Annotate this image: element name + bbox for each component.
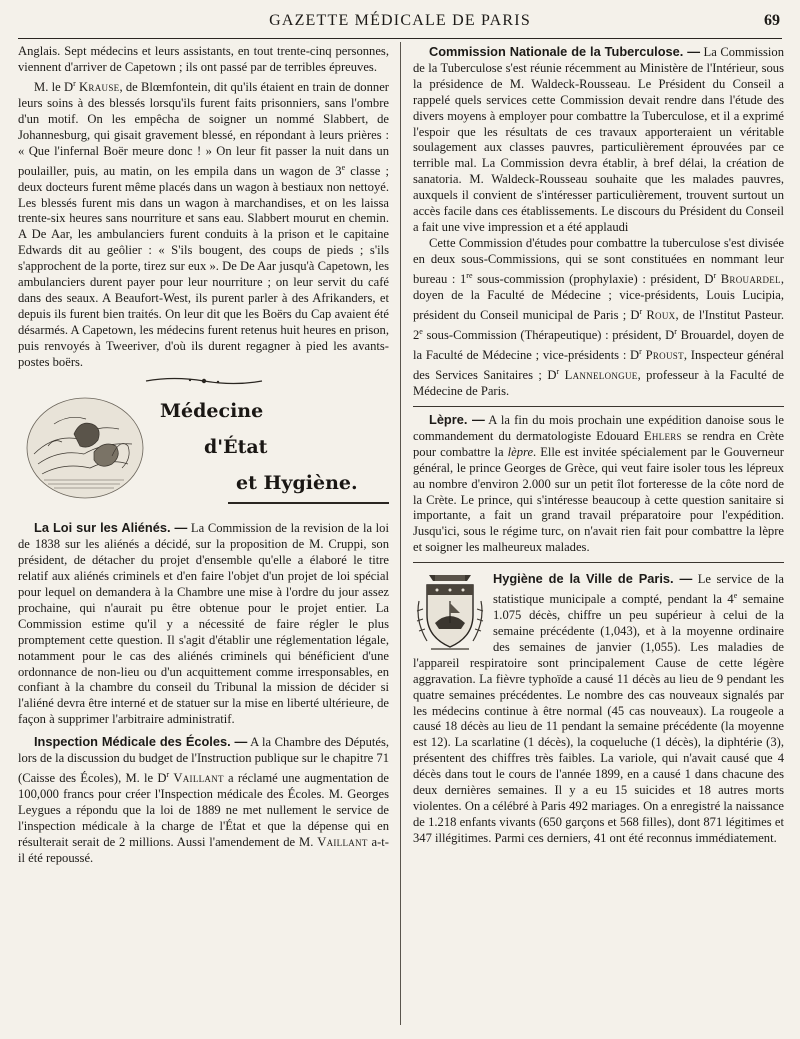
name-lannelongue: Lannelongue xyxy=(564,368,638,383)
column-rule xyxy=(400,42,401,1025)
heading-alienes: La Loi sur les Aliénés. — xyxy=(34,520,188,536)
banner-line-3: et Hygiène. xyxy=(236,472,358,495)
section-separator-2 xyxy=(413,562,784,563)
right-column xyxy=(413,44,784,1027)
heading-ecoles: Inspection Médicale des Écoles. — xyxy=(34,734,248,750)
article-krause-intro: Anglais. Sept médecins et leurs assistants, en tout trente-cinq personnes, viennent d'arriver de Capetown ; ils ont passé par de terribles épreuves. xyxy=(18,44,389,74)
name-krause: Krause xyxy=(79,80,120,94)
paris-crest xyxy=(413,571,487,655)
name-roux: Roux xyxy=(646,307,676,322)
left-column xyxy=(18,44,389,1027)
page-header xyxy=(18,8,782,39)
article-tuberculose: Commission Nationale de la Tuberculose. — La Commission de la Tuberculose s'est réunie récemment au Ministère de l'Intérieur, sous la présidence de M. Waldeck-Rousseau. Le Président du Conseil a rappelé quels services cette Commission devait rendre dans l'étude des divers moyens à employer pour combattre la Tuberculose, et il a exprimé l'espoir que les résultats de ces travaux apporteraient un véritable soulagement aux classes pauvres, particulièrement éprouvées par ce terrible mal. La Commission devra établir, à bref délai, la création de sanatoria. M. Waldeck-Rousseau souhaite que les malades pauvres, auxquels il convient de s'intéresser particulièrement, trouvent surtout un accès facile dans ces établissements. Le discours du Président du Conseil a fait une vive impression et a été applaudi xyxy=(413,44,784,234)
engraving-illustration xyxy=(24,394,146,502)
name-vaillant: Vaillant xyxy=(173,771,224,786)
name-proust: Proust xyxy=(645,348,684,363)
section-banner xyxy=(18,392,389,512)
ornament-divider xyxy=(18,375,389,391)
article-krause-body: M. le $D^r$ Krause, de Blœmfontein, dit qu'ils étaient en train de donner leurs soins à des blessés lorsqu'ils furent faits prisonniers, sans l'ombre d'un motif. On les empêcha de soigner un nommé Slabbert, de Johannesburg, qui gisait gravement blessé, en répondant à leurs prières : « Que l'infernal Boër meure donc ! » On leur fit passer la nuit dans un poulailler, puis, au matin, on les empila dans un wagon de 3e classe ; deux docteurs furent même placés dans un wagon à bestiaux non nettoyé. Les blessés furent mis dans un wagon à marchandises, et on les laissa trente-six heures sans nourriture et sans eau. Slabbert mourut en chemin. A De Aar, les ambulanciers furent conduits à la prison et le capitaine Edwards dit au geôlier : « S'ils bougent, des coups de pieds ; s'ils s'approchent de la porte, tirez sur eux ». De De Aar jusqu'à Capetown, les ambulanciers durent payer pour leur nourriture ; on leur servit du café dans des seaux. A Beaufort-West, ils purent parler à des Afrikanders, et depuis ils furent bien traités. On leur dit que les Boërs du Cap avaient été désarmés. A Capetown, les médecins furent retenus huit heures en prison, puis renvoyés à Tweeriver, d'où ils durent regagner à pied les avants-postes boërs. xyxy=(18,78,389,369)
name-vaillant-2: Vaillant xyxy=(317,834,368,849)
banner-underline xyxy=(228,502,389,504)
section-separator xyxy=(413,406,784,407)
page-number: 69 xyxy=(764,12,780,29)
article-lepre: Lèpre. — A la fin du mois prochain une expédition danoise sous le commandement du dermatologiste Edouard Ehlers se rendra en Crète pour combattre la lèpre. Elle est invitée spécialement par le Gouverneur général, le prince Georges de Grèce, qui veut faire isoler tous les lépreux au nombre d'environ 2.000 sur un petit îlot forteresse de la côte nord de la Crète. Le prince, qui s'intéresse beaucoup à cette question sanitaire si importante, a fait un grand travail préparatoire pour l'expédition. Jusqu'ici, sous le régime turc, on n'avait rien fait pour combattre la lèpre et soigner les malheureux malades. xyxy=(413,411,784,555)
heading-hygiene: Hygiène de la Ville de Paris. — xyxy=(493,571,693,587)
name-brouardel: Brouardel xyxy=(720,271,781,286)
article-hygiene xyxy=(413,571,784,847)
article-ecoles: Inspection Médicale des Écoles. — A la Chambre des Députés, lors de la discussion du budget de l'Instruction publique sur le chapitre 71 (Caisse des Écoles), M. le $D^r$ Vaillant a réclamé une augmentation de 100,000 francs pour créer l'Inspection médicale des Écoles. M. Georges Leygues a répondu que la loi de 1889 ne met nullement le service de l'inspection médicale à la charge de l'État et que la dépense qui en résulterait serait de 2 millions. Aussi l'amendement de M. Vaillant a-t-il été repoussé. xyxy=(18,734,389,865)
heading-lepre: Lèpre. — xyxy=(429,411,485,427)
banner-line-2: d'État xyxy=(204,436,268,459)
banner-line-1: Médecine xyxy=(160,400,264,423)
running-title: GAZETTE MÉDICALE DE PARIS xyxy=(269,12,531,29)
name-ehlers: Ehlers xyxy=(643,428,682,443)
heading-tuberculose: Commission Nationale de la Tuberculose. — xyxy=(429,44,701,59)
flourish-icon xyxy=(144,376,264,386)
article-hygiene-text: Hygiène de la Ville de Paris. — Le service de la statistique municipale a compté, pendant la 4e semaine 1.075 décès, chiffre un peu supérieur à celui de la semaine précédente (1,043), et à la moyenne ordinaire des semaines de janvier (1,055). Les maladies de l'appareil respiratoire sont principalement Cause de cette légère aggravation. La fièvre typhoïde a causé 11 décès au lieu de 9 pendant les quatre semaines précédentes. Le nombre des cas nouveaux signalés par les médecins continue à être normal (45 cas nouveaux). La rougeole a causé 18 décès au lieu de 11 pendant la semaine précédente (la moyenne est 12). La scarlatine (1 décès), la coqueluche (1 décès), la diphtérie (3), présentent des chiffres très faibles. La variole, qui n'avait causé que 4 décès dans tout le cours de l'année 1899, en a causé 1 dans chacune des deux dernières semaines. Il y a eu 15 suicides et 18 autres morts violentes. On a célébré à Paris 492 mariages. On a enregistré la naissance de 1.218 enfants vivants (650 garçons et 568 filles), dont 871 légitimes et 347 illégitimes. Parmi ces derniers, 41 ont été reconnus immédiatement. xyxy=(413,571,784,845)
paris-coat-of-arms-icon xyxy=(413,571,487,655)
article-alienes: La Loi sur les Aliénés. — La Commission de la revision de la loi de 1838 sur les aliénés a décidé, sur la proposition de M. Cruppi, son président, de détacher du projet d'ensemble qu'elle a élaboré le titre relatif aux aliénés criminels et d'en faire l'objet d'un projet de loi spécial pour lequel on demandera à la Chambre une mise à l'ordre du jour assez prochaine, qui n'aurait pu être obtenue pour le projet entier. La Commission estime qu'il y a nécessité de faire régler le plus promptement cette question. Il s'agit d'établir une réglementation légale, notamment pour le cas des aliénés criminels qui bénéficient d'une ordonnance de non-lieu ou d'un acquittement comme irresponsables, en confiant à la chambre du conseil du Tribunal la mission de décider si l'aliéné devra être interné et de statuer sur la mise en liberté ultérieure, de façon à supprimer l'arbitraire administratif. xyxy=(18,520,389,727)
article-tuberculose-2: Cette Commission d'études pour combattre la tuberculose s'est divisée en deux sous-Commissions, qui se sont constituées en nommant leur bureau : 1re sous-commission (prophylaxie) : président, $D^r$ Brouardel, doyen de la Faculté de Médecine ; vice-présidents, Louis Lucipia, président du Conseil municipal de Paris ; $D^r$ Roux, de l'Institut Pasteur. 2e sous-Commission (Thérapeutique) : président, $D^r$ Brouardel, doyen de la Faculté de Médecine ; vice-présidents : $D^r$ Proust, Inspecteur général des Services Sanitaires ; $D^r$ Lannelongue, professeur à la Faculté de Médecine de Paris. xyxy=(413,235,784,399)
